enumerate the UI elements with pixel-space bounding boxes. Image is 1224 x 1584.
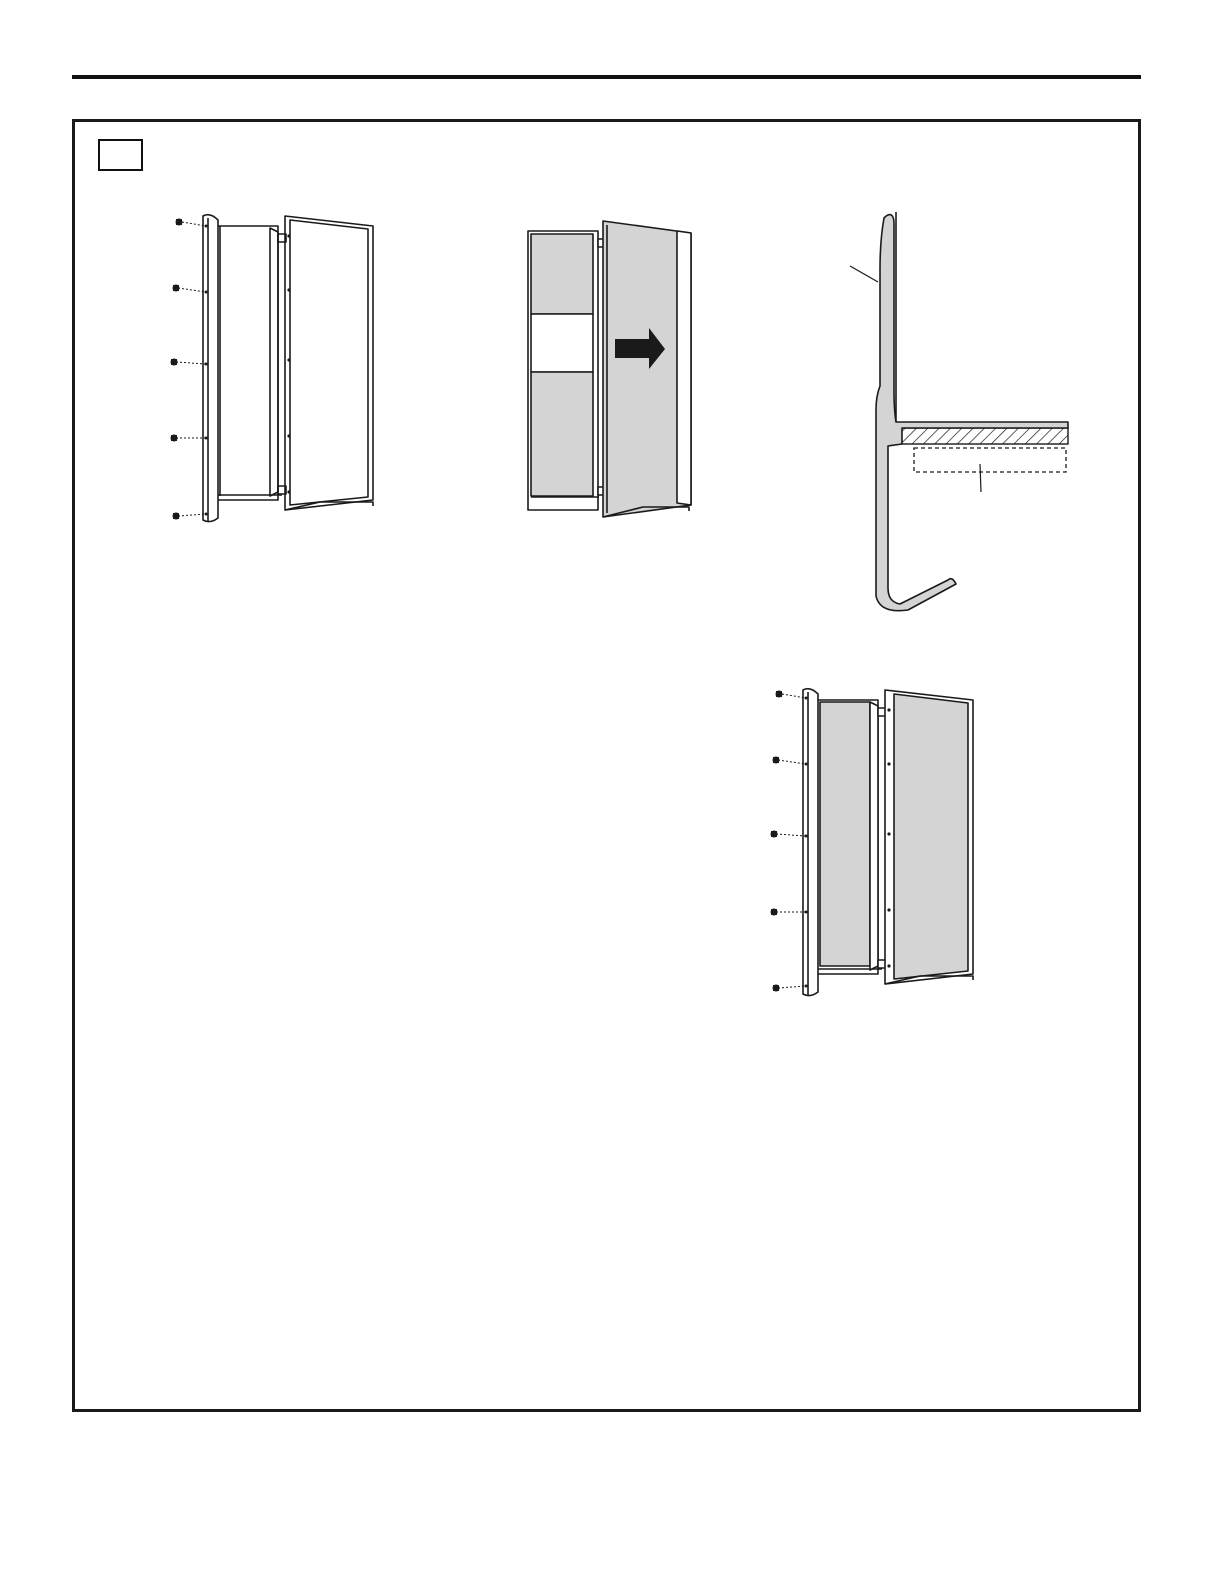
fig-trim-profile (840, 210, 1080, 620)
top-rule (72, 75, 1141, 79)
fig-panel-insert (525, 215, 700, 520)
fig-door-reassembled (770, 684, 985, 1004)
screw-icon-group (771, 691, 808, 992)
step-number-box (98, 139, 143, 171)
fig-door-removal (170, 210, 385, 530)
screw-icon-group (171, 219, 208, 520)
